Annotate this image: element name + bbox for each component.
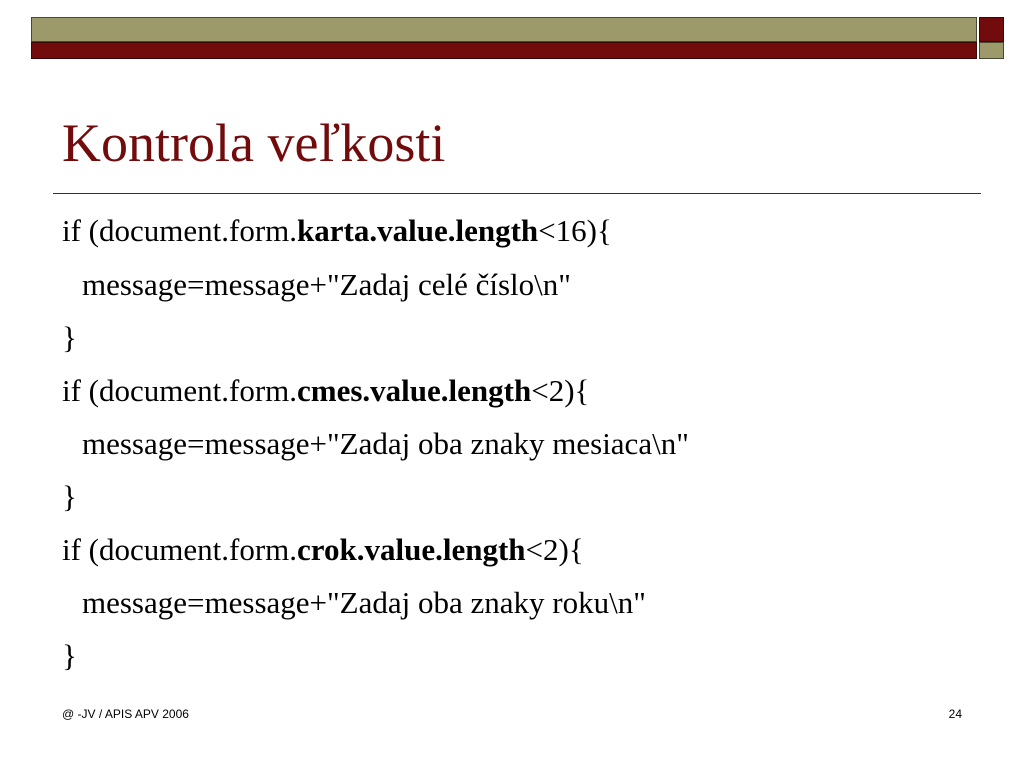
- code-line-1: [62, 215, 612, 246]
- footer-credit: @ -JV / APIS APV 2006: [62, 707, 189, 721]
- page-number: 24: [948, 707, 962, 721]
- code-line-7: [62, 534, 584, 565]
- code-line-2: message=message+"Zadaj celé číslo\n": [82, 267, 571, 302]
- code-line-8: message=message+"Zadaj oba znaky roku\n": [82, 585, 646, 620]
- code-bold: karta.value.length: [297, 213, 539, 248]
- code-suffix: <2){: [531, 373, 590, 408]
- code-prefix: if (document.form.: [62, 213, 298, 248]
- code-line-9: }: [62, 638, 77, 673]
- corner-square-maroon: [979, 17, 1004, 42]
- code-prefix: if (document.form.: [62, 373, 298, 408]
- code-suffix: <16){: [538, 213, 612, 248]
- corner-square-olive: [979, 42, 1004, 59]
- code-line-3: }: [62, 320, 77, 355]
- code-line-4: [62, 375, 589, 406]
- slide-title: Kontrola veľkosti: [62, 113, 446, 173]
- header-bar-maroon: [31, 42, 977, 59]
- code-line-6: }: [62, 479, 77, 514]
- title-divider: [53, 193, 981, 194]
- code-prefix: if (document.form.: [62, 532, 298, 567]
- code-suffix: <2){: [525, 532, 584, 567]
- code-bold: crok.value.length: [297, 532, 526, 567]
- code-bold: cmes.value.length: [297, 373, 532, 408]
- code-line-5: message=message+"Zadaj oba znaky mesiaca\n": [82, 426, 689, 461]
- header-bar-olive: [31, 17, 977, 42]
